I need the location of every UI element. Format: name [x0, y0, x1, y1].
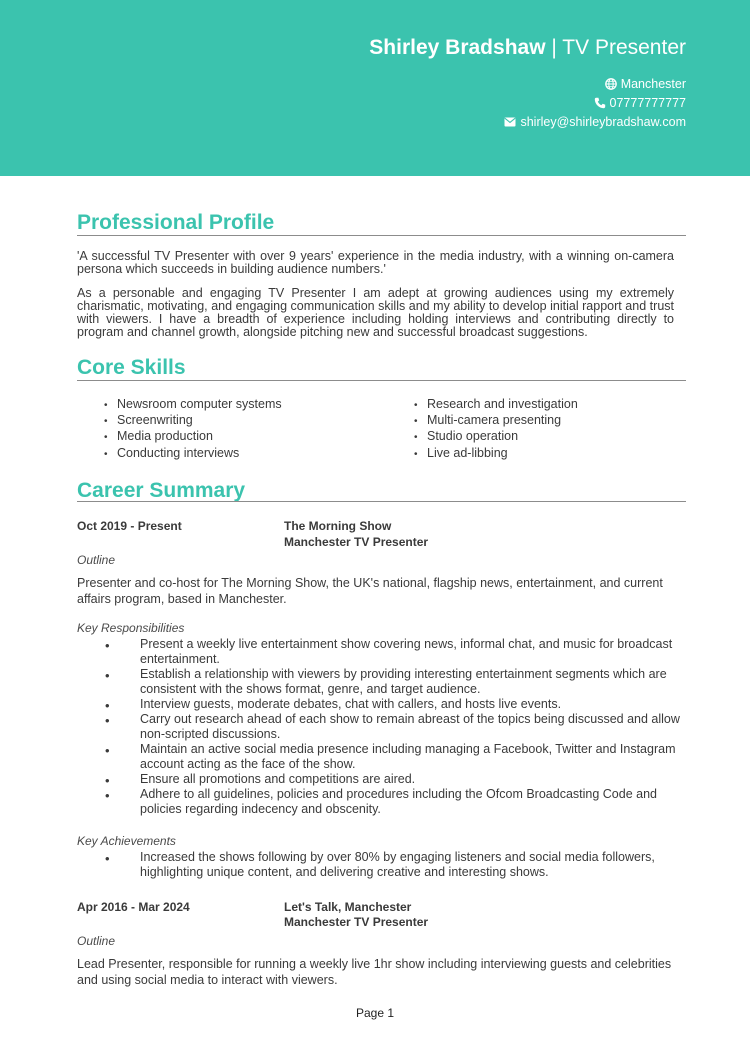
- list-item: • Ensure all promotions and competitions are aired.: [140, 772, 680, 787]
- profile-body: As a personable and engaging TV Presenter I am adept at growing audiences using my extremely charismatic, motivating, and engaging communication skills and my ability to develop initial rapport and trust with viewers. I have a breadth of experience including holding interviews and contributing directly to program and channel growth, alongside pitching new and successful broadcast suggestions.: [77, 286, 674, 339]
- outline-label: Outline: [77, 934, 116, 948]
- contact-location: [605, 77, 686, 91]
- responsibilities-label: Key Responsibilities: [77, 621, 185, 635]
- candidate-name: Shirley Bradshaw: [369, 36, 546, 59]
- skills-heading: Core Skills: [77, 356, 186, 379]
- skill-item: • Live ad-libbing: [414, 446, 508, 460]
- email-link[interactable]: shirley@shirleybradshaw.com: [520, 115, 686, 129]
- job-dates: Apr 2016 - Mar 2024: [77, 900, 190, 914]
- header-banner: [0, 0, 750, 176]
- job-title: TV Presenter: [562, 36, 686, 59]
- list-item: • Increased the shows following by over 80% by engaging listeners and social media followers, highlighting unique content, and delivering creative and interesting shows.: [140, 850, 680, 880]
- career-divider: [77, 501, 686, 502]
- achievements-label: Key Achievements: [77, 834, 176, 848]
- contact-phone: [594, 96, 686, 110]
- skill-item: • Conducting interviews: [104, 446, 240, 460]
- responsibilities-list: [140, 637, 680, 817]
- contact-email: [504, 115, 686, 129]
- job-company: The Morning Show: [284, 519, 392, 533]
- job-role: Manchester TV Presenter: [284, 535, 429, 549]
- career-heading: Career Summary: [77, 479, 246, 502]
- phone-icon: [594, 97, 606, 109]
- profile-heading: Professional Profile: [77, 211, 275, 234]
- location-text: Manchester: [620, 77, 686, 91]
- skills-divider: [77, 380, 686, 381]
- job-outline: Presenter and co-host for The Morning Show, the UK's national, flagship news, entertainment, and current affairs program, based in Manchester.: [77, 576, 663, 606]
- name-title-line: [369, 36, 686, 60]
- globe-icon: [605, 78, 617, 90]
- achievements-list: [140, 850, 680, 880]
- list-item: • Adhere to all guidelines, policies and procedures including the Ofcom Broadcasting Code and policies regarding indecency and obscenity.: [140, 787, 680, 817]
- job-dates: Oct 2019 - Present: [77, 519, 182, 533]
- skill-item: • Research and investigation: [414, 397, 578, 411]
- job-role: Manchester TV Presenter: [284, 915, 429, 929]
- skill-item: • Multi-camera presenting: [414, 413, 562, 427]
- envelope-icon: [504, 117, 516, 127]
- list-item: • Carry out research ahead of each show to remain abreast of the topics being discussed and allow non-scripted discussions.: [140, 712, 680, 742]
- skill-item: • Screenwriting: [104, 413, 193, 427]
- list-item: • Maintain an active social media presence including managing a Facebook, Twitter and Instagram account acting as the face of the show.: [140, 742, 680, 772]
- job-company: Let's Talk, Manchester: [284, 900, 412, 914]
- page-number: Page 1: [355, 1006, 395, 1020]
- skill-item: • Media production: [104, 429, 213, 443]
- job-outline: Lead Presenter, responsible for running a weekly live 1hr show including interviewing guests and celebrities and using social media to interact with viewers.: [77, 957, 672, 987]
- title-separator: |: [545, 36, 563, 59]
- list-item: • Establish a relationship with viewers by providing interesting entertainment segments which are consistent with the shows format, genre, and target audience.: [140, 667, 680, 697]
- skill-item: • Studio operation: [414, 429, 519, 443]
- profile-quote: 'A successful TV Presenter with over 9 years' experience in the media industry, with a winning on-camera persona which succeeds in building audience numbers.': [77, 249, 674, 276]
- skill-item: • Newsroom computer systems: [104, 397, 282, 411]
- outline-label: Outline: [77, 553, 116, 567]
- list-item: • Interview guests, moderate debates, chat with callers, and hosts live events.: [140, 697, 680, 712]
- profile-divider: [77, 235, 686, 236]
- phone-text: 07777777777: [609, 96, 686, 110]
- list-item: • Present a weekly live entertainment show covering news, informal chat, and music for broadcast entertainment.: [140, 637, 680, 667]
